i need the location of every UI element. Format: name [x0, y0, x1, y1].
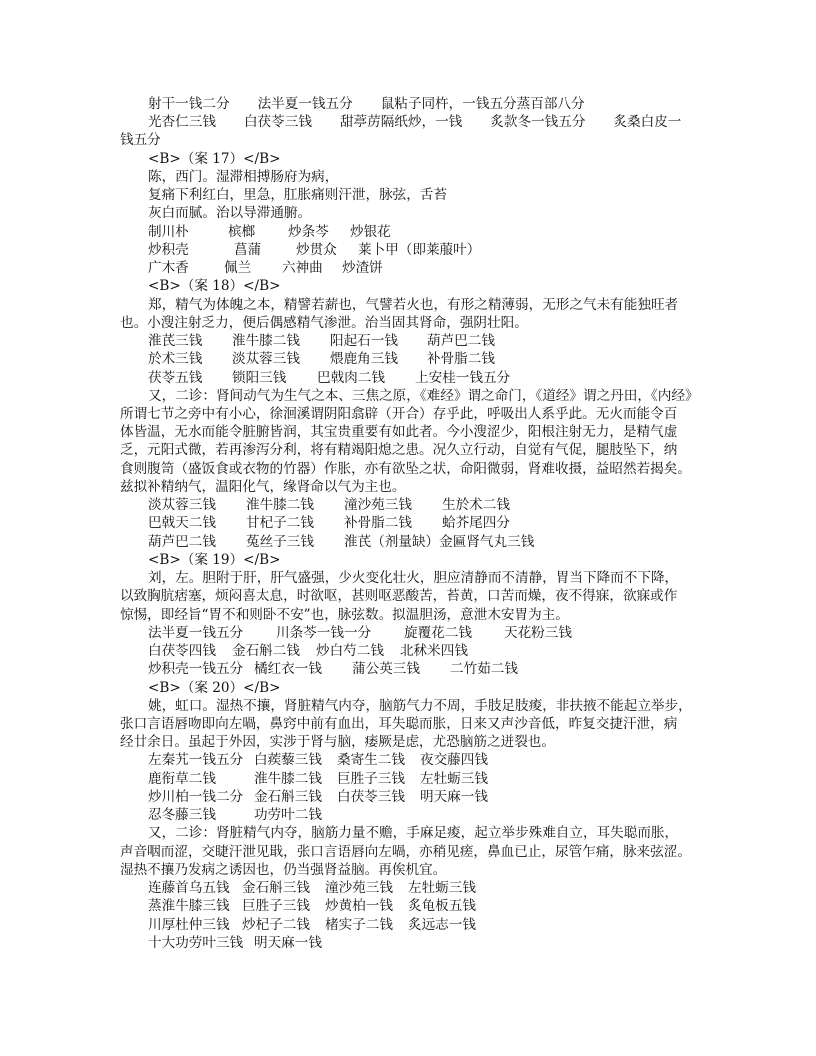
herb-item: 炒渣饼: [342, 260, 383, 277]
paragraph-line: 又，二诊：肾脏精气内夺，脑筋力量不赡，手麻足痠，起立举步殊难自立，耳失聪而胀，: [148, 825, 679, 842]
herb-item: 夜交藤四钱: [420, 752, 488, 769]
paragraph-line: 兹拟补精纳气，温阳化气，缘肾命以气为主也。: [120, 478, 406, 495]
herb-item: 补骨脂二钱: [344, 515, 412, 532]
herb-item: 连藤首乌五钱: [148, 880, 230, 897]
herb-item: 巨胜子三钱: [337, 770, 405, 787]
paragraph-line: 陈，西门。湿滞相搏肠府为病，: [148, 168, 339, 185]
herb-row: [120, 332, 698, 350]
paragraph-line: 灰白而腻。治以导滞通腑。: [148, 205, 312, 222]
herb-row: [120, 369, 698, 387]
herb-item: 炒黄柏一钱: [325, 898, 393, 915]
herb-item: 菟丝子三钱: [246, 533, 314, 550]
herb-item: 十大功劳叶三钱: [148, 934, 244, 951]
herb-row: [120, 897, 698, 915]
herb-item: 巴戟肉二钱: [317, 369, 385, 386]
case-heading: <B>（案 17）</B>: [148, 150, 281, 167]
herb-item: 金石斛二钱: [232, 643, 300, 660]
herb-item: 蛤芥尾四分: [442, 515, 510, 532]
case-heading: <B>（案 19）</B>: [148, 551, 281, 568]
paragraph-line: 以致胸肮痞塞，烦闷喜太息，时欲呕，甚则呕恶酸苦，苔黄，口苦而燥，夜不得寐，欲寐或作: [120, 588, 678, 605]
herb-item: 炒贯众: [296, 241, 337, 258]
herb-item: 潼沙苑三钱: [325, 880, 393, 897]
herb-item: 炒杞子二钱: [242, 916, 310, 933]
herb-row: [120, 770, 698, 788]
herb-item: 北秫米四钱: [400, 643, 468, 660]
herb-item: 川厚杜仲三钱: [148, 916, 230, 933]
herb-row: [120, 934, 698, 952]
herb-item: 广木香: [148, 260, 189, 277]
paragraph-line: 又，二诊：肾间动气为生气之本、三焦之原，《难经》谓之命门，《道经》谓之丹田，《内经》: [148, 387, 699, 404]
herb-row: [120, 642, 698, 660]
herb-item: 光杏仁三钱: [148, 114, 216, 131]
herb-row: [120, 879, 698, 897]
paragraph-line: 郑，精气为体魄之本，精譬若薪也，气譬若火也，有形之精薄弱，无形之气未有能独旺者: [148, 296, 679, 313]
paragraph-line: 复痛下利红白，里急，肛胀痛则汗泄，脉弦，舌苔: [148, 187, 448, 204]
herb-item: 川条芩一钱一分: [276, 624, 372, 641]
paragraph-line: 乏，元阳式微，若再渗泻分利，将有精竭阳熄之患。况久立行动，自觉有气促，腿肢坠下，纳: [120, 442, 678, 459]
herb-item: 白蒺藜三钱: [254, 752, 322, 769]
case-heading: <B>（案 20）</B>: [148, 679, 281, 696]
herb-item: 炙远志一钱: [408, 916, 476, 933]
herb-item: 煨鹿角三钱: [330, 351, 398, 368]
herb-row: [120, 660, 698, 678]
herb-item: 制川朴: [148, 223, 189, 240]
herb-row: [120, 806, 698, 824]
herb-item: 炒白芍二钱: [316, 643, 384, 660]
herb-item: 金石斛三钱: [254, 788, 322, 805]
herb-item: 二竹茹二钱: [450, 661, 518, 678]
herb-item: 炒积壳: [148, 241, 189, 258]
herb-item: 桑寄生二钱: [337, 752, 405, 769]
herb-item: 白茯苓四钱: [148, 643, 216, 660]
paragraph-line: 张口言语唇吻即向左喎，鼻窍中前有血出，耳失聪而胀，日来又声沙音低，昨复交捷汗泄，病: [120, 715, 678, 732]
herb-row: [120, 241, 698, 259]
herb-item: 法半夏一钱五分: [148, 624, 244, 641]
herb-item: 金石斛三钱: [242, 880, 310, 897]
herb-item: 射干一钱二分: [148, 96, 230, 112]
herb-item: 忍冬藤三钱: [148, 807, 216, 824]
herb-item: 蒲公英三钱: [352, 661, 420, 678]
herb-item: 阳起石一钱: [330, 333, 398, 350]
herb-item: 淮芪三钱: [148, 333, 203, 350]
herb-row: [120, 916, 698, 934]
paragraph-line: 声音咽而涩，交睫汗泄见戢，张口言语唇向左喎，亦稍见瘥，鼻血已止，尿管乍痛，脉来弦涩。: [120, 843, 691, 860]
paragraph-line: 刘，左。胆附于肝，肝气盛强，少火变化壮火，胆应清静而不清静，胃当下降而不下降，: [148, 570, 679, 587]
document-page: [120, 95, 698, 952]
herb-item: 甘杞子二钱: [246, 515, 314, 532]
herb-item: 白茯苓三钱: [243, 114, 312, 131]
paragraph-line: 经廿余日。虽起于外因，实涉于肾与脑，痿厥是虑，尤恐脑筋之迸裂也。: [120, 734, 555, 751]
herb-item: 淮牛膝二钱: [254, 770, 322, 787]
herb-item: 槟榔: [228, 223, 256, 240]
herb-item: 莱卜甲（即莱菔叶）: [358, 241, 481, 258]
herb-item: 鼠粘子同杵，一钱五分蒸百部八分: [380, 96, 585, 112]
case-heading: <B>（案 18）</B>: [148, 278, 281, 295]
wrapped-line: 钱五分: [120, 132, 161, 149]
herb-row: [120, 624, 698, 642]
herb-item: 茯苓五钱: [148, 369, 203, 386]
paragraph-line: 体皆温，无水而能令脏腑皆润，其宝贵重要有如此者。今小溲涩少，阳根注射无力，是精气虚: [120, 424, 678, 441]
herb-item: 葫芦巴二钱: [148, 533, 216, 550]
herb-item: 左牡蛎三钱: [420, 770, 488, 787]
herb-item: 蒸淮牛膝三钱: [148, 898, 230, 915]
herb-item: 淮牛膝二钱: [232, 333, 300, 350]
herb-item: 明天麻一钱: [254, 934, 322, 951]
herb-item: 鹿衔草二钱: [148, 770, 216, 787]
herb-row: [120, 350, 698, 368]
herb-row: [120, 223, 698, 241]
herb-item: 佩兰: [224, 260, 252, 277]
herb-item: 淮牛膝二钱: [246, 497, 314, 514]
herb-item: 炒川柏一钱二分: [148, 788, 244, 805]
herb-item: 白茯苓三钱: [337, 788, 405, 805]
herb-item: 左秦艽一钱五分: [148, 752, 244, 769]
herb-item: 炒积壳一钱五分: [148, 661, 244, 678]
herb-item: 旋覆花二钱: [404, 624, 472, 641]
herb-item: 菖蒲: [234, 241, 262, 258]
herb-item: 楮实子二钱: [325, 916, 393, 933]
paragraph-line: 所谓七节之旁中有小心，徐洄溪谓阴阳翕辟（开合）存乎此，呼吸出人系乎此。无火而能令百: [120, 405, 678, 422]
herb-item: 淡苁蓉三钱: [148, 497, 216, 514]
paragraph-line: 惊惕，即经旨“胃不和则卧不安”也，脉弦数。拟温胆汤，意泄木安胃为主。: [120, 606, 569, 623]
herb-item: 六神曲: [282, 260, 323, 277]
herb-row: [120, 533, 698, 551]
herb-item: 炒条芩: [288, 223, 329, 240]
herb-item: 淮芪（剂量缺）金匾肾气丸三钱: [344, 533, 535, 550]
herb-item: 巴戟天二钱: [148, 515, 216, 532]
herb-item: 功劳叶二钱: [254, 807, 322, 824]
herb-item: 炙桑白皮一: [613, 114, 682, 131]
paragraph-line: 姚，虹口。湿热不攘，肾脏精气内夺，脑筋气力不周，手肢足肢痠，非扶掖不能起立举步，: [148, 697, 692, 714]
herb-item: 上安桂一钱五分: [415, 369, 511, 386]
herb-item: 锁阳三钱: [232, 369, 287, 386]
herb-item: 炒银花: [350, 223, 391, 240]
herb-row: [120, 496, 698, 514]
herb-item: 明天麻一钱: [420, 788, 488, 805]
herb-item: 橘红衣一钱: [254, 661, 322, 678]
herb-item: 左牡蛎三钱: [408, 880, 476, 897]
herb-item: 补骨脂二钱: [427, 351, 495, 368]
herb-item: 炙款冬一钱五分: [490, 114, 586, 131]
herb-row: [120, 751, 698, 769]
herb-item: 天花粉三钱: [504, 624, 572, 641]
herb-item: 生於术二钱: [442, 497, 510, 514]
herb-row: [120, 788, 698, 806]
paragraph-line: 食则腹笥（盛饭食或衣物的竹器）作胀，亦有欲坠之状，命阳微弱，肾难收摄，益昭然若揭矣。: [120, 460, 691, 477]
herb-row: [120, 95, 698, 113]
herb-item: 甜葶苈隔纸炒，一钱: [339, 114, 463, 131]
herb-item: 於术三钱: [148, 351, 203, 368]
herb-row: [120, 259, 698, 277]
herb-item: 巨胜子三钱: [242, 898, 310, 915]
paragraph-line: 也。小溲注射乏力，便后偶感精气渗泄。治当固其肾命，强阴壮阳。: [120, 314, 528, 331]
herb-row: [120, 113, 698, 131]
herb-item: 法半夏一钱五分: [257, 96, 353, 112]
paragraph-line: 湿热不攘乃发病之诱因也，仍当强肾益脑。再俟机宜。: [120, 861, 447, 878]
herb-item: 葫芦巴二钱: [427, 333, 495, 350]
herb-row: [120, 514, 698, 532]
herb-item: 潼沙苑三钱: [344, 497, 412, 514]
herb-item: 淡苁蓉三钱: [232, 351, 300, 368]
herb-item: 炙龟板五钱: [408, 898, 476, 915]
